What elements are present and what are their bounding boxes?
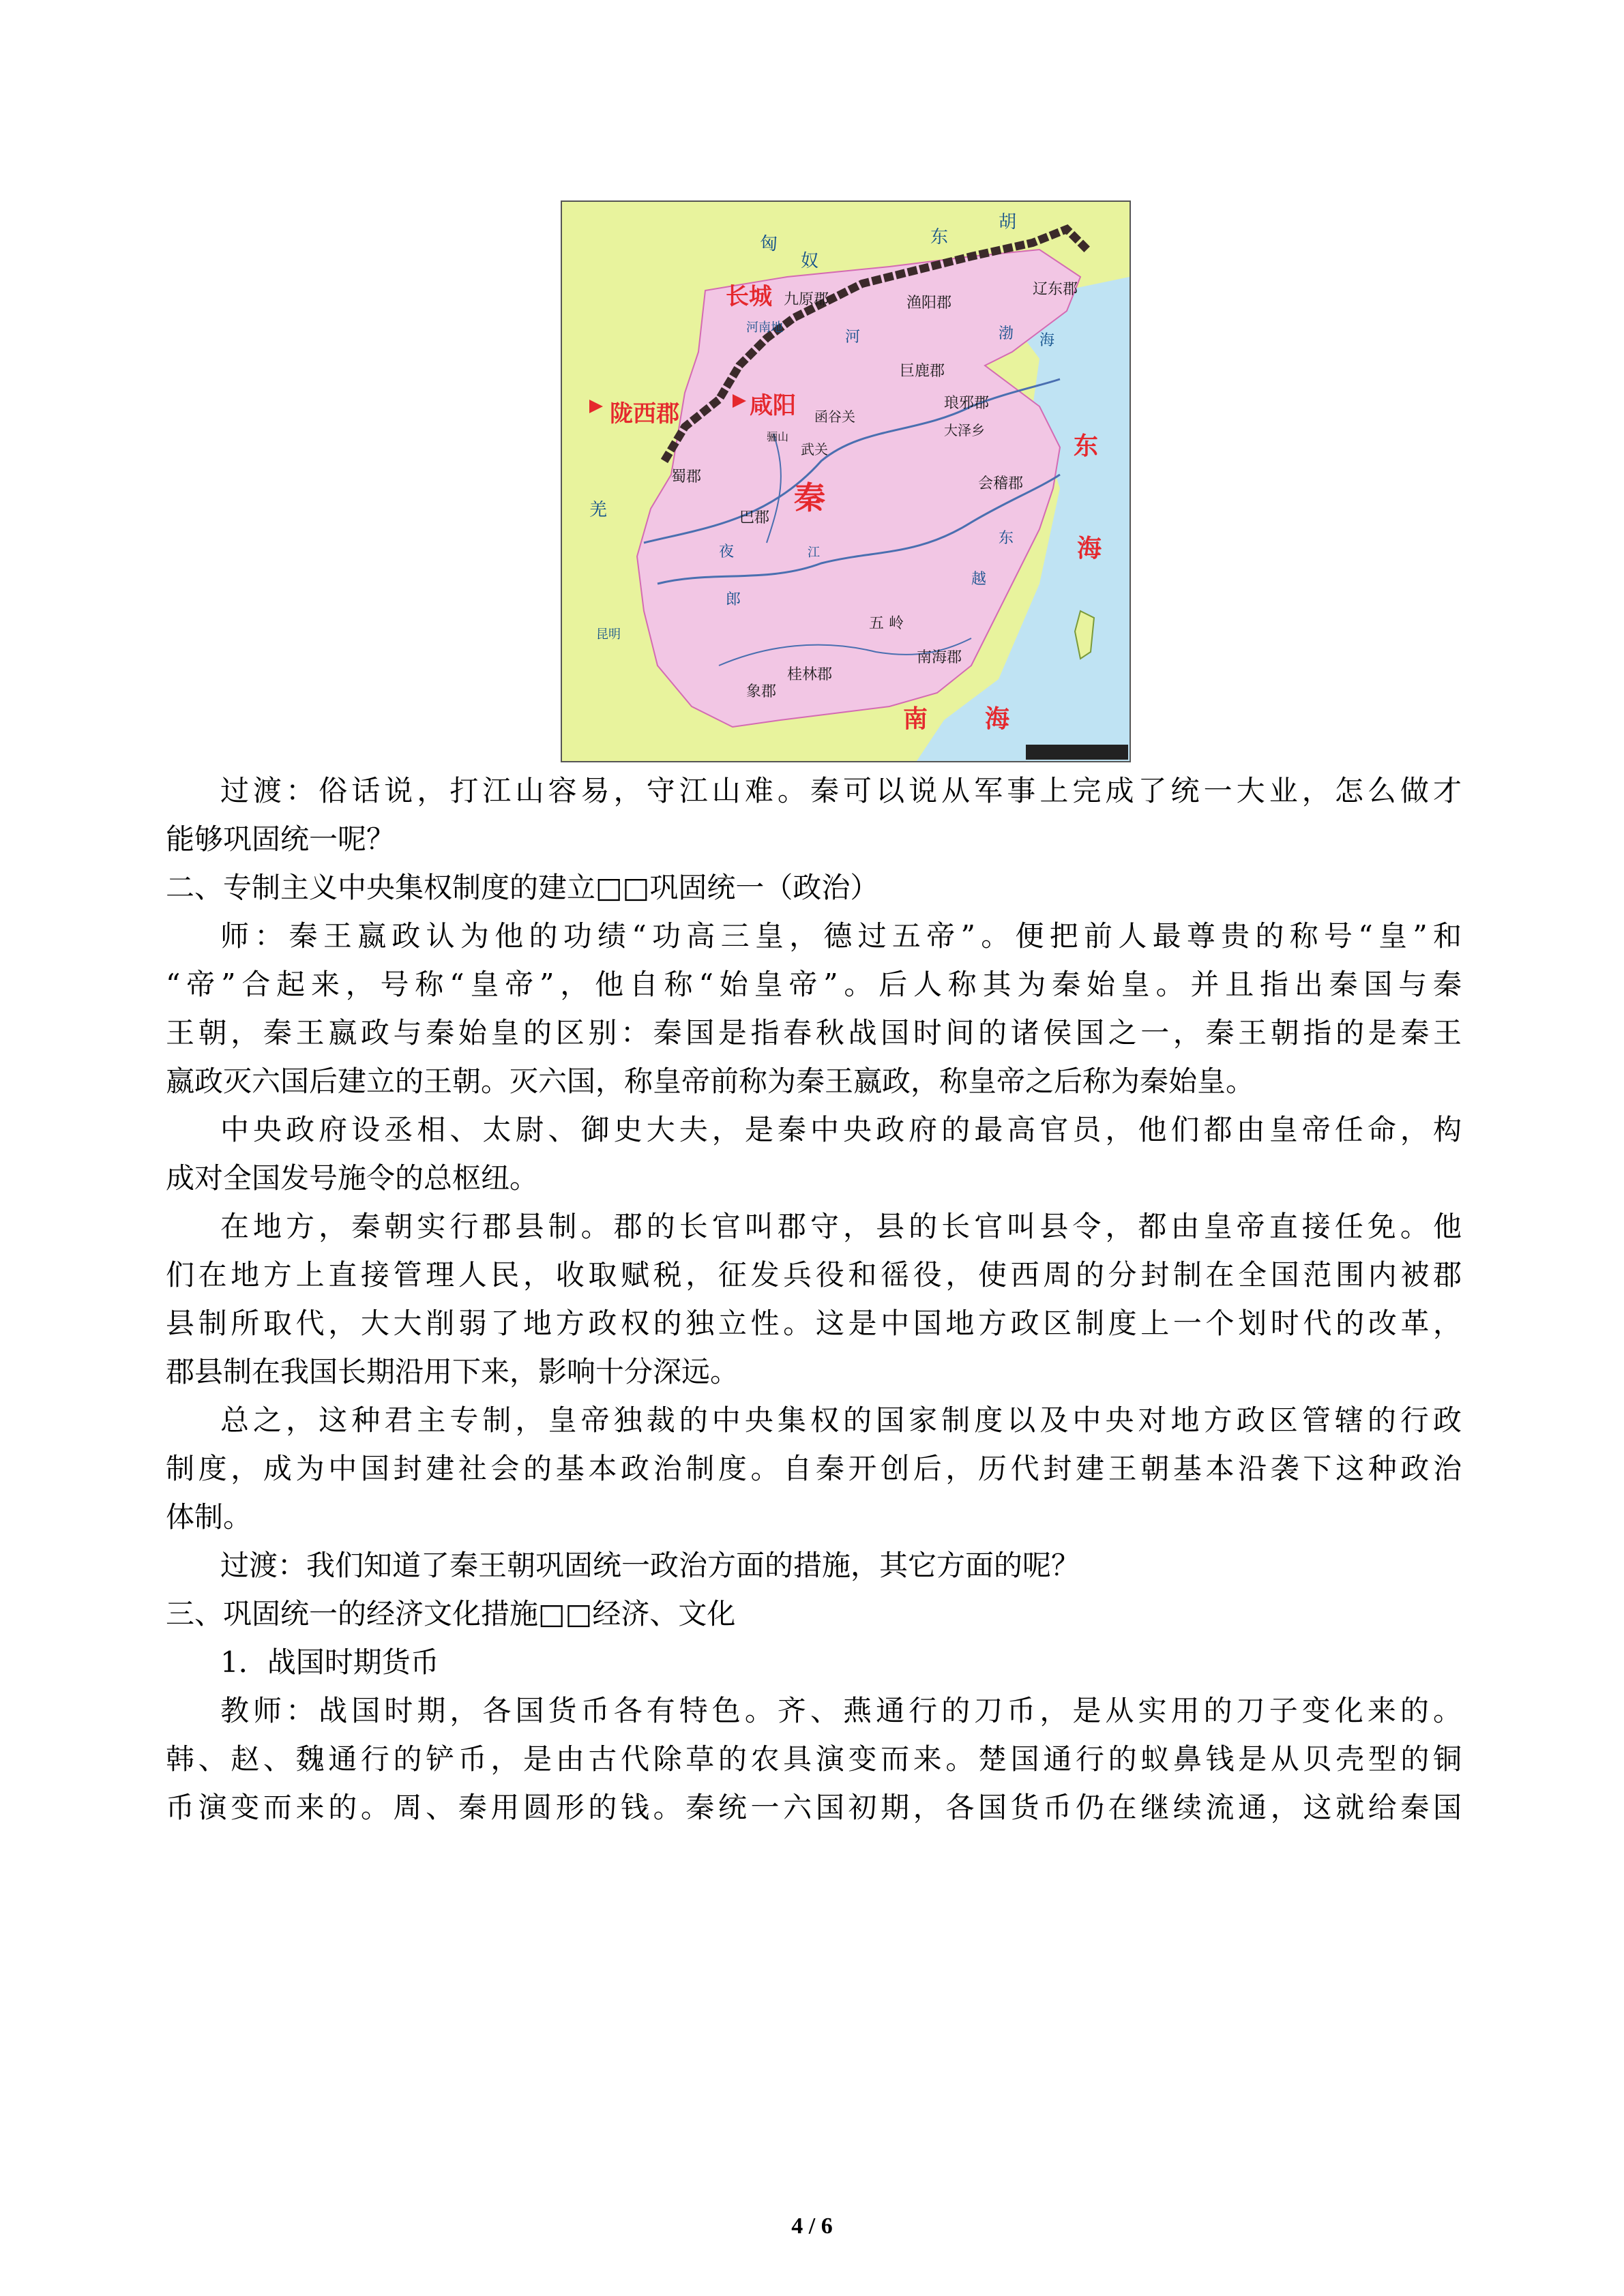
p7-line-2: 韩、赵、魏通行的铲币，是由古代除草的农具演变而来。楚国通行的蚁鼻钱是从贝壳型的铜 (166, 1742, 1462, 1776)
label-xiongnu-1: 匈 (760, 234, 778, 254)
subheading-1: 1．战国时期货币 (220, 1645, 439, 1679)
label-kunming: 昆明 (596, 627, 621, 642)
label-donghu-2: 胡 (999, 212, 1017, 233)
p5-line-1: 总之，这种君主专制，皇帝独裁的中央集权的国家制度以及中央对地方政区管辖的行政 (220, 1403, 1462, 1437)
label-dongyue-dong: 东 (999, 530, 1014, 547)
label-donghai-1: 东 (1074, 432, 1099, 460)
label-wuguan: 武关 (801, 441, 828, 458)
p1-line-1: 过渡：俗话说，打江山容易，守江山难。秦可以说从军事上完成了统一大业，怎么做才 (220, 774, 1462, 807)
label-guilin: 桂林郡 (787, 666, 833, 683)
label-xiang: 象郡 (746, 683, 777, 700)
label-qiang: 羌 (589, 500, 608, 520)
label-nanhai-jun: 南海郡 (917, 649, 962, 666)
label-wuling: 五 岭 (869, 615, 904, 632)
label-bohai-2: 海 (1039, 332, 1055, 349)
label-langya: 琅邪郡 (944, 395, 990, 412)
page-number: 4 / 6 (791, 2213, 833, 2239)
label-nanhai-sea-1: 南 (903, 705, 928, 733)
label-qin: 秦 (794, 479, 825, 516)
map-svg (562, 202, 1130, 761)
p3-line-2: 成对全国发号施令的总枢纽。 (166, 1161, 539, 1195)
label-donghu-1: 东 (930, 227, 949, 248)
label-ba: 巴郡 (739, 509, 770, 526)
heading-3: 三、巩固统一的经济文化措施□□经济、文化 (166, 1597, 736, 1630)
p2-line-4: 嬴政灭六国后建立的王朝。灭六国，称皇帝前称为秦王嬴政，称皇帝之后称为秦始皇。 (166, 1064, 1255, 1098)
p4-line-1: 在地方，秦朝实行郡县制。郡的长官叫郡守，县的长官叫县令，都由皇帝直接任免。他 (220, 1210, 1462, 1243)
p5-line-3: 体制。 (166, 1500, 252, 1534)
label-donghai-2: 海 (1077, 535, 1102, 563)
label-julu: 巨鹿郡 (900, 363, 945, 380)
label-hangu: 函谷关 (814, 408, 855, 425)
qin-dynasty-map (561, 200, 1131, 762)
label-longxi: 陇西郡 (610, 400, 679, 428)
p4-line-3: 县制所取代，大大削弱了地方政权的独立性。这是中国地方政区制度上一个划时代的改革， (166, 1307, 1462, 1340)
label-xiongnu-2: 奴 (801, 251, 819, 271)
label-dazexiang: 大泽乡 (944, 422, 985, 438)
label-dongyue-yue: 越 (971, 571, 987, 588)
label-changcheng: 长城 (726, 283, 772, 310)
watermark-bg (1026, 745, 1128, 760)
label-lang: 郎 (726, 591, 741, 608)
label-xianyang: 咸阳 (750, 392, 796, 419)
heading-2: 二、专制主义中央集权制度的建立□□巩固统一（政治） (166, 871, 879, 904)
label-nanhai-sea-2: 海 (985, 705, 1010, 733)
p7-line-1: 教师：战国时期，各国货币各有特色。齐、燕通行的刀币，是从实用的刀子变化来的。 (220, 1694, 1462, 1727)
label-lishan: 骊山 (767, 430, 789, 443)
p5-line-2: 制度，成为中国封建社会的基本政治制度。自秦开创后，历代封建王朝基本沿袭下这种政治 (166, 1452, 1462, 1485)
p2-line-1: 师：秦王嬴政认为他的功绩“功高三皇，德过五帝”。便把前人最尊贵的称号“皇”和 (220, 919, 1462, 953)
label-river-he: 河 (845, 329, 861, 346)
label-shu: 蜀郡 (671, 468, 702, 486)
label-ye: 夜 (719, 543, 735, 561)
label-liaodong: 辽东郡 (1033, 281, 1078, 298)
p6-line-1: 过渡：我们知道了秦王朝巩固统一政治方面的措施，其它方面的呢？ (220, 1549, 1080, 1582)
label-bohai-1: 渤 (999, 325, 1014, 342)
p4-line-4: 郡县制在我国长期沿用下来，影响十分深远。 (166, 1355, 739, 1388)
p3-line-1: 中央政府设丞相、太尉、御史大夫，是秦中央政府的最高官员，他们都由皇帝任命，构 (220, 1113, 1462, 1146)
label-yuyang: 渔阳郡 (906, 295, 952, 312)
p7-line-3: 币演变而来的。周、秦用圆形的钱。秦统一六国初期，各国货币仍在继续流通，这就给秦国 (166, 1791, 1462, 1824)
p4-line-2: 们在地方上直接管理人民，收取赋税，征发兵役和徭役，使西周的分封制在全国范围内被郡 (166, 1258, 1462, 1292)
label-jiang: 江 (808, 546, 820, 560)
p2-line-3: 王朝，秦王嬴政与秦始皇的区别：秦国是指春秋战国时间的诸侯国之一，秦王朝指的是秦王 (166, 1016, 1462, 1049)
document-body (166, 766, 1462, 2151)
p2-line-2: “帝”合起来，号称“皇帝”，他自称“始皇帝”。后人称其为秦始皇。并且指出秦国与秦 (166, 968, 1462, 1001)
label-henandi: 河南地 (746, 320, 783, 335)
label-jiuyuan: 九原郡 (784, 291, 829, 308)
label-kuaiji: 会稽郡 (978, 475, 1024, 492)
p1-line-2: 能够巩固统一呢？ (166, 822, 396, 856)
